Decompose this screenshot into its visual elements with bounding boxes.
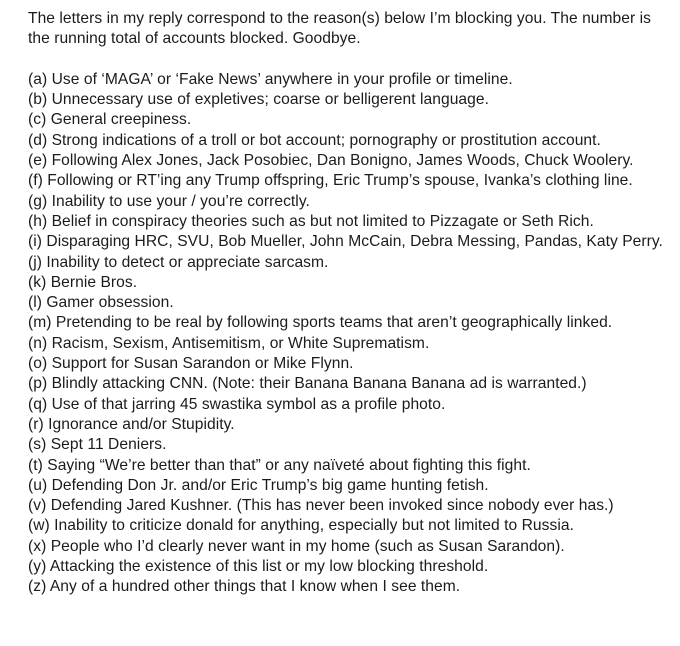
- reason-l: (l) Gamer obsession.: [28, 294, 174, 312]
- reasons-list: [28, 70, 668, 598]
- reason-c: (c) General creepiness.: [28, 111, 192, 129]
- block-reasons-document: [28, 9, 668, 598]
- reason-m: (m) Pretending to be real by following sports teams that aren’t geographically linked.: [28, 314, 613, 332]
- reason-v: (v) Defending Jared Kushner. (This has never been invoked since nobody ever has.): [28, 497, 614, 515]
- reason-k: (k) Bernie Bros.: [28, 273, 138, 291]
- reason-h: (h) Belief in conspiracy theories such as but not limited to Pizzagate or Seth Rich.: [28, 212, 594, 230]
- intro-paragraph: The letters in my reply correspond to the reason(s) below I’m blocking you. The number is the running total of accounts blocked. Goodbye.: [28, 10, 651, 48]
- reason-p: (p) Blindly attacking CNN. (Note: their Banana Banana Banana ad is warranted.): [28, 375, 587, 393]
- reason-e: (e) Following Alex Jones, Jack Posobiec, Dan Bonigno, James Woods, Chuck Woolery.: [28, 152, 634, 170]
- reason-q: (q) Use of that jarring 45 swastika symbol as a profile photo.: [28, 395, 446, 413]
- reason-t: (t) Saying “We’re better than that” or any naïveté about fighting this fight.: [28, 456, 531, 474]
- reason-o: (o) Support for Susan Sarandon or Mike Flynn.: [28, 355, 354, 373]
- reason-j: (j) Inability to detect or appreciate sarcasm.: [28, 253, 329, 271]
- reason-s: (s) Sept 11 Deniers.: [28, 436, 167, 454]
- reason-b: (b) Unnecessary use of expletives; coarse or belligerent language.: [28, 91, 489, 109]
- reason-z: (z) Any of a hundred other things that I know when I see them.: [28, 578, 461, 596]
- reason-g: (g) Inability to use your / you’re correctly.: [28, 192, 310, 210]
- reason-x: (x) People who I’d clearly never want in my home (such as Susan Sarandon).: [28, 537, 565, 555]
- reason-d: (d) Strong indications of a troll or bot account; pornography or prostitution account.: [28, 131, 601, 149]
- reason-w: (w) Inability to criticize donald for anything, especially but not limited to Russia.: [28, 517, 574, 535]
- reason-u: (u) Defending Don Jr. and/or Eric Trump’s big game hunting fetish.: [28, 476, 489, 494]
- reason-n: (n) Racism, Sexism, Antisemitism, or White Suprematism.: [28, 334, 430, 352]
- reason-a: (a) Use of ‘MAGA’ or ‘Fake News’ anywhere in your profile or timeline.: [28, 70, 513, 88]
- reason-r: (r) Ignorance and/or Stupidity.: [28, 415, 235, 433]
- reason-i: (i) Disparaging HRC, SVU, Bob Mueller, John McCain, Debra Messing, Pandas, Katy Perry.: [28, 233, 663, 251]
- reason-f: (f) Following or RT’ing any Trump offspring, Eric Trump’s spouse, Ivanka’s clothing line.: [28, 172, 633, 190]
- reason-y: (y) Attacking the existence of this list or my low blocking threshold.: [28, 558, 489, 576]
